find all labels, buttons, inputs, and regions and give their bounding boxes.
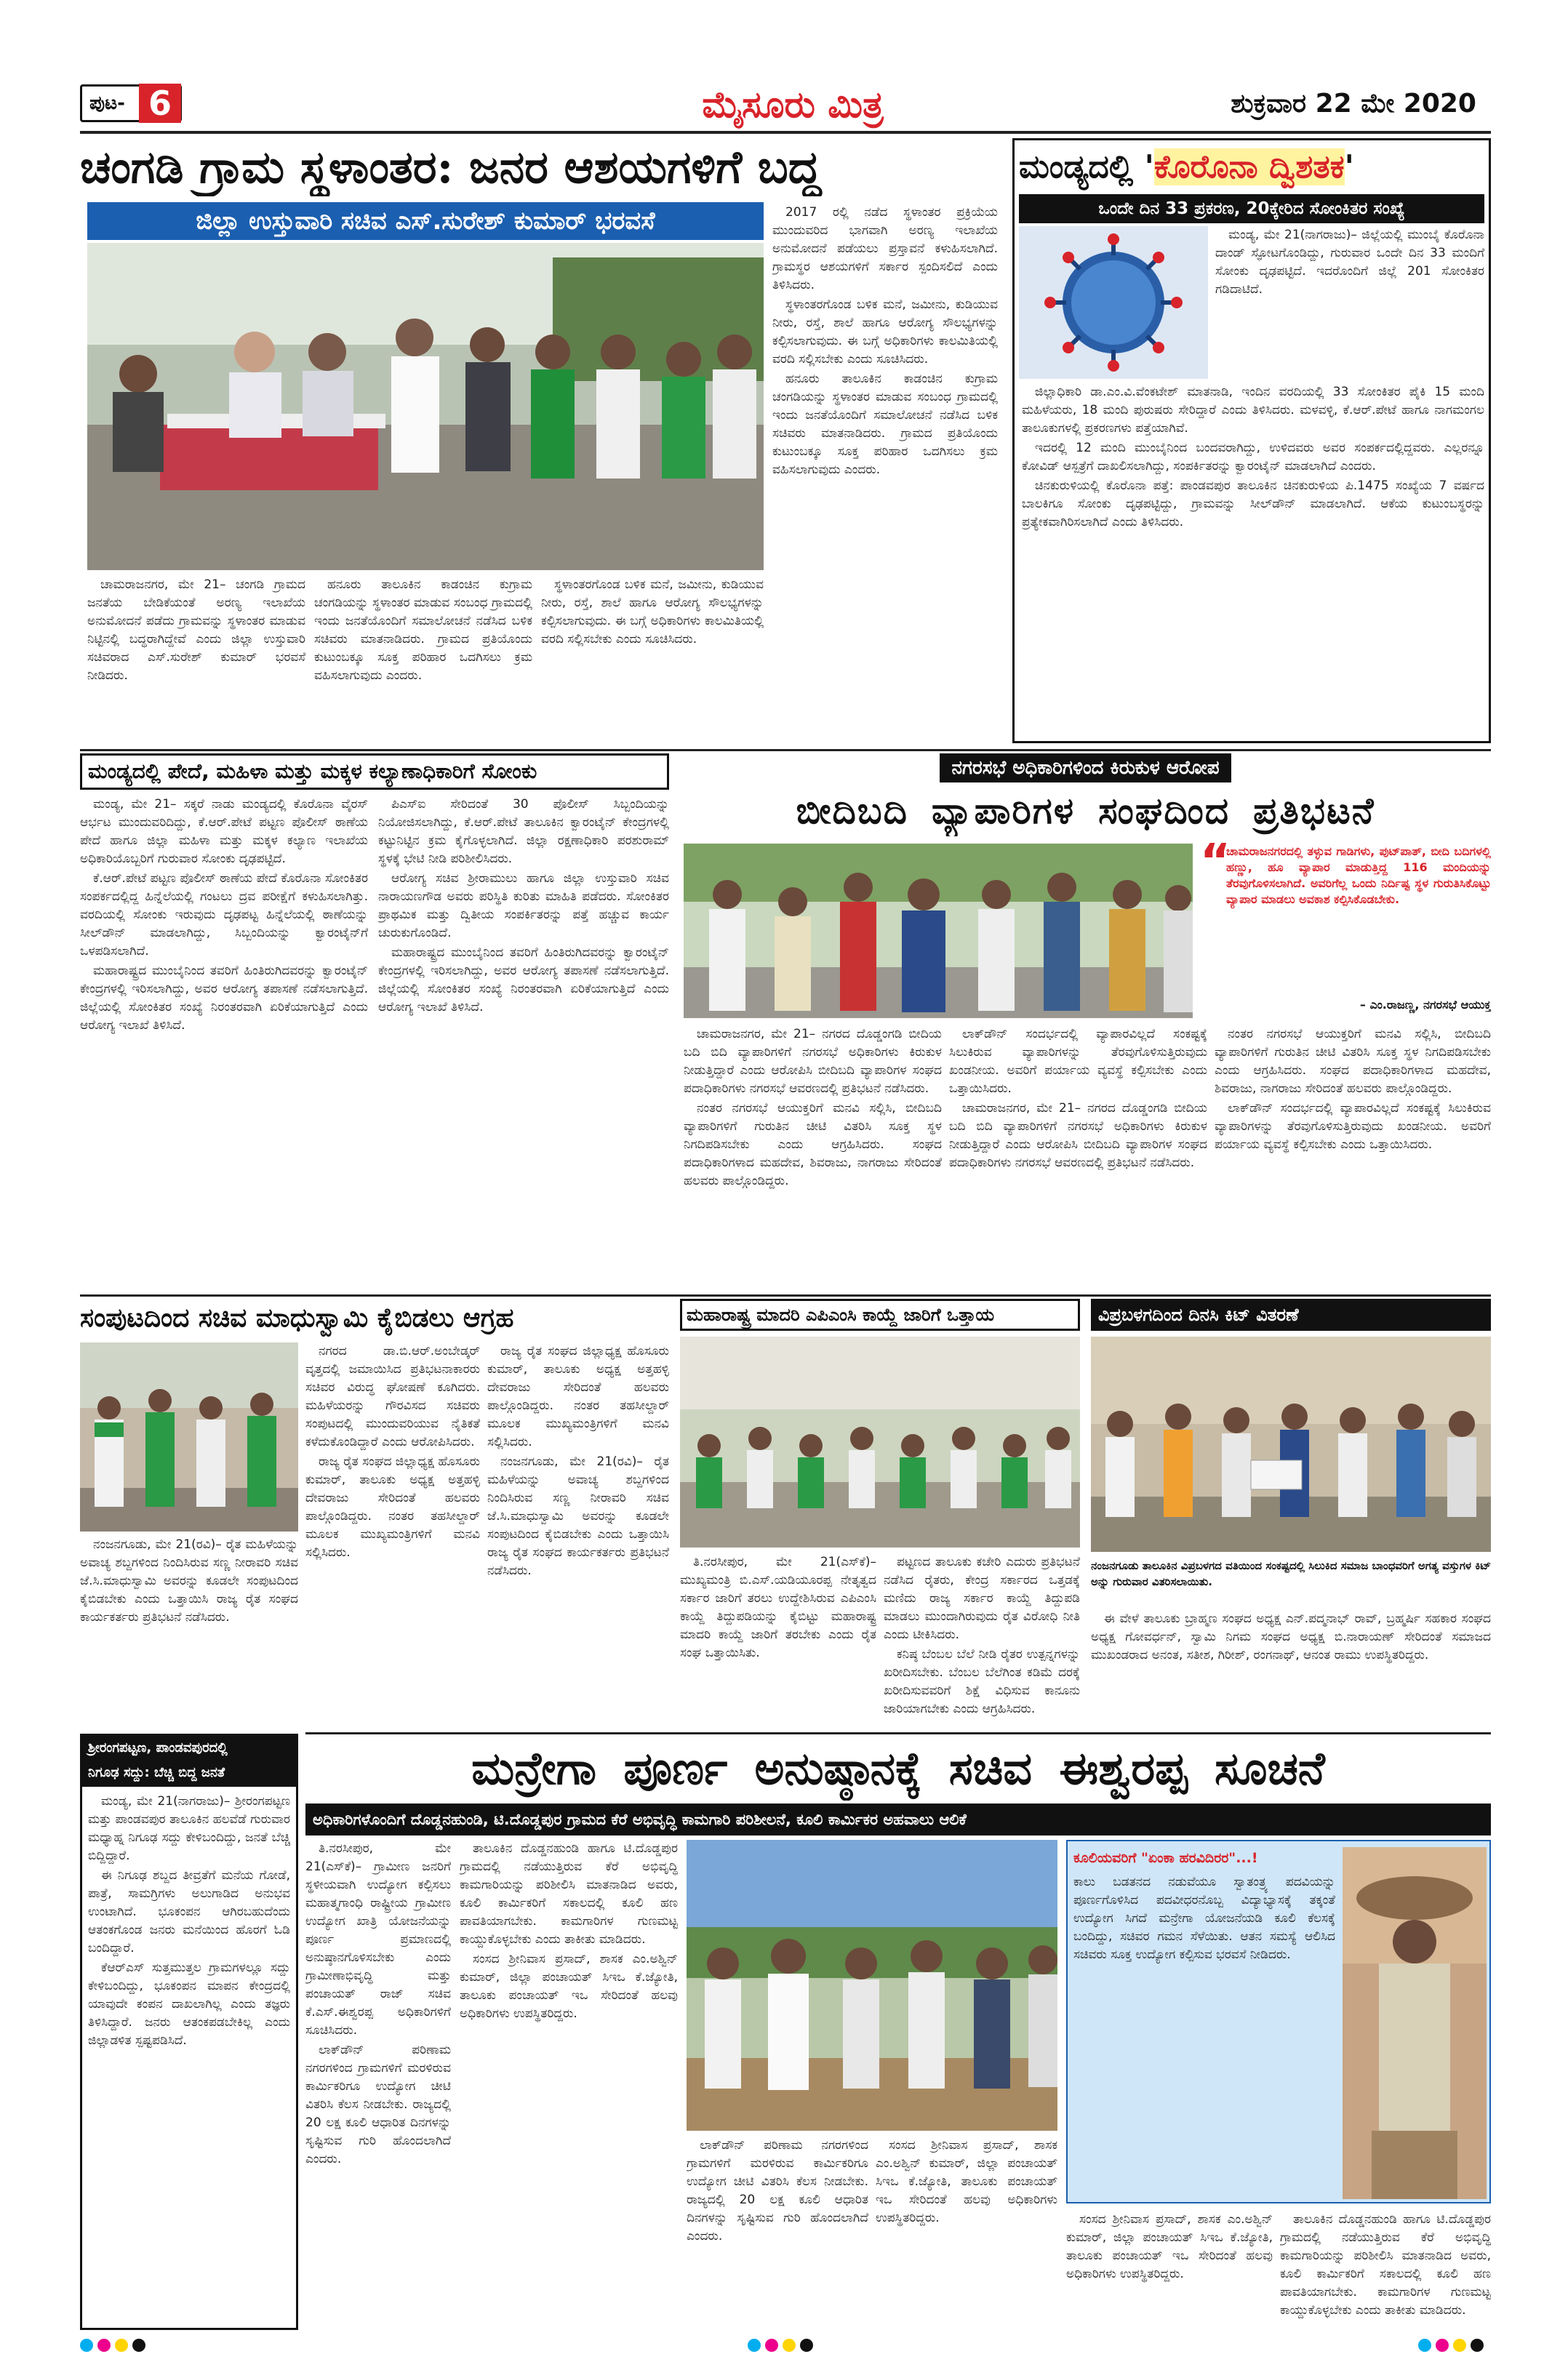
story1-subhead: ಜಿಲ್ಲಾ ಉಸ್ತುವಾರಿ ಸಚಿವ ಎಸ್.ಸುರೇಶ್ ಕುಮಾರ್ ಭರವಸೆ [87,202,764,240]
cyan-dot [1418,2339,1431,2352]
story6-body-col2 [884,1553,1080,1726]
cyan-dot [80,2339,93,2352]
meeting-photo-illustration [87,243,764,570]
story9-subhead: ಅಧಿಕಾರಿಗಳೊಂದಿಗೆ ದೊಡ್ಡನಹುಂಡಿ, ಟಿ.ದೊಡ್ಡಪುರ ಗ್ರಾಮದ ಕೆರೆ ಅಭಿವೃದ್ಧಿ ಕಾಮಗಾರಿ ಪರಿಶೀಲನೆ, ಕೂಲಿ ಕಾರ್ಮಿಕರ ಅಹವಾಲು ಆಲಿಕೆ [305,1803,1491,1835]
minister-inspection-illustration [687,1840,1057,2131]
story3-body-col2 [378,796,669,1290]
story4-body-col3 [1215,1025,1491,1287]
story6-photo [680,1337,1080,1548]
black-dot [1471,2339,1484,2352]
story5-body-col3 [487,1342,669,1726]
story8-headline-line2: ನಿಗೂಢ ಸದ್ದು: ಬೆಚ್ಚಿ ಬಿದ್ದ ಜನತೆ [88,1765,225,1780]
story2-paragraph: ಜಿಲ್ಲಾಧಿಕಾರಿ ಡಾ.ಎಂ.ವಿ.ವೆಂಕಟೇಶ್ ಮಾತನಾಡಿ, ಇಂದಿನ ವರದಿಯಲ್ಲಿ 33 ಸೋಂಕಿತರ ಪೈಕಿ 15 ಮಂದಿ ಮಹಿಳೆಯರು, 18 ಮಂದಿ ಪುರುಷರು ಸೇರಿದ್ದಾರೆ ಎಂದು ತಿಳಿಸಿದರು. ಮಳವಳ್ಳಿ, ಕೆ.ಆರ್.ಪೇಟೆ ಹಾಗೂ ನಾಗಮಂಗಲ ತಾಲೂಕುಗಳಲ್ಲಿ ಪ್ರಕರಣಗಳು ಪತ್ತೆಯಾಗಿವೆ. [1022,385,1484,436]
story9-headline: ಮನ್ರೇಗಾ ಪೂರ್ಣ ಅನುಷ್ಠಾನಕ್ಕೆ ಸಚಿವ ಈಶ್ವರಪ್ಪ ಸೂಚನೆ [471,1742,1325,1795]
worker-photo [1343,1847,1487,2199]
story3-headline: ಮಂಡ್ಯದಲ್ಲಿ ಪೇದೆ, ಮಹಿಳಾ ಮತ್ತು ಮಕ್ಕಳ ಕಲ್ಯಾಣಾಧಿಕಾರಿಗೆ ಸೋಂಕು [80,753,669,790]
story9-box-title: ಕೂಲಿಯವರಿಗೆ "ಏಂಕಾ ಹರವಿದಿರರ"...! [1073,1850,1258,1866]
story1-paragraph: ಸ್ಥಳಾಂತರಗೊಂಡ ಬಳಿಕ ಮನೆ, ಜಮೀನು, ಕುಡಿಯುವ ನೀರು, ರಸ್ತೆ, ಶಾಲೆ ಹಾಗೂ ಆರೋಗ್ಯ ಸೌಲಭ್ಯಗಳನ್ನು ಕಲ್ಪಿಸಲಾಗುವುದು. ಈ ಬಗ್ಗೆ ಅಧಿಕಾರಿಗಳು ಕಾಲಮಿತಿಯಲ್ಲಿ ವರದಿ ಸಲ್ಲಿಸಬೇಕು ಎಂದು ಸೂಚಿಸಿದರು. [772,297,998,367]
protest-photo-illustration [684,844,1193,1018]
registration-marks-left [80,2339,153,2353]
story9-paragraph: ಲಾಕ್‌ಡೌನ್ ಪರಿಣಾಮ ನಗರಗಳಿಂದ ಗ್ರಾಮಗಳಿಗೆ ಮರಳಿರುವ ಕಾರ್ಮಿಕರಿಗೂ ಉದ್ಯೋಗ ಚೀಟಿ ವಿತರಿಸಿ ಕೆಲಸ ನೀಡಬೇಕು. ರಾಜ್ಯದಲ್ಲಿ 20 ಲಕ್ಷ ಕೂಲಿ ಆಧಾರಿತ ದಿನಗಳನ್ನು ಸೃಷ್ಟಿಸುವ ಗುರಿ ಹೊಂದಲಾಗಿದೆ ಎಂದರು. [305,2043,451,2166]
story9-paragraph: ಸಂಸದ ಶ್ರೀನಿವಾಸ ಪ್ರಸಾದ್, ಶಾಸಕ ಎಂ.ಅಶ್ವಿನ್ ಕುಮಾರ್, ಜಿಲ್ಲಾ ಪಂಚಾಯತ್ ಸಿಇಒ ಕೆ.ಜ್ಯೋತಿ, ತಾಲೂಕು ಪಂಚಾಯತ್ ಇಒ ಸೇರಿದಂತೆ ಹಲವು ಅಧಿಕಾರಿಗಳು ಉಪಸ್ಥಿತರಿದ್ದರು. [876,2138,1057,2225]
story4-kicker: ನಗರಸಭೆ ಅಧಿಕಾರಿಗಳಿಂದ ಕಿರುಕುಳ ಆರೋಪ [680,753,1491,782]
story4-paragraph: ನಂತರ ನಗರಸಭೆ ಆಯುಕ್ತರಿಗೆ ಮನವಿ ಸಲ್ಲಿಸಿ, ಬೀದಿಬದಿ ವ್ಯಾಪಾರಿಗಳಿಗೆ ಗುರುತಿನ ಚೀಟಿ ವಿತರಿಸಿ ಸೂಕ್ತ ಸ್ಥಳ ನಿಗದಿಪಡಿಸಬೇಕು ಎಂದು ಆಗ್ರಹಿಸಿದರು. ಸಂಘದ ಪದಾಧಿಕಾರಿಗಳಾದ ಮಹದೇವ, ಶಿವರಾಜು, ನಾಗರಾಜು ಸೇರಿದಂತೆ ಹಲವರು ಪಾಲ್ಗೊಂಡಿದ್ದರು. [684,1101,942,1188]
story1-paragraph: ಹನೂರು ತಾಲೂಕಿನ ಕಾಡಂಚಿನ ಕುಗ್ರಾಮ ಚಂಗಡಿಯನ್ನು ಸ್ಥಳಾಂತರ ಮಾಡುವ ಸಂಬಂಧ ಗ್ರಾಮದಲ್ಲಿ ಇಂದು ಜನತೆಯೊಂದಿಗೆ ಸಮಾಲೋಚನೆ ನಡೆಸಿದ ಬಳಿಕ ಸಚಿವರು ಮಾತನಾಡಿದರು. ಗ್ರಾಮದ ಪ್ರತಿಯೊಂದು ಕುಟುಂಬಕ್ಕೂ ಸೂಕ್ತ ಪರಿಹಾರ ಒದಗಿಸಲು ಕ್ರಮ ವಹಿಸಲಾಗುವುದು ಎಂದರು. [314,577,532,683]
story7-photo [1091,1337,1491,1552]
masthead-rule [80,131,1491,134]
story4-quote-box [1200,835,1491,1018]
story4-quote-author: – ಎಂ.ರಾಜಣ್ಣ, ನಗರಸಭೆ ಆಯುಕ್ತ [1359,998,1491,1012]
section-rule-2 [80,1294,1491,1297]
story4-paragraph: ಲಾಕ್‌ಡೌನ್ ಸಂದರ್ಭದಲ್ಲಿ ವ್ಯಾಪಾರವಿಲ್ಲದೆ ಸಂಕಷ್ಟಕ್ಕೆ ಸಿಲುಕಿರುವ ವ್ಯಾಪಾರಿಗಳನ್ನು ತೆರವುಗೊಳಿಸುತ್ತಿರುವುದು ಖಂಡನೀಯ. ಅವರಿಗೆ ಪರ್ಯಾಯ ವ್ಯವಸ್ಥೆ ಕಲ್ಪಿಸಬೇಕು ಎಂದು ಒತ್ತಾಯಿಸಿದರು. [949,1027,1207,1096]
story9-paragraph: ತಾಲೂಕಿನ ದೊಡ್ಡನಹುಂಡಿ ಹಾಗೂ ಟಿ.ದೊಡ್ಡಪುರ ಗ್ರಾಮದಲ್ಲಿ ನಡೆಯುತ್ತಿರುವ ಕೆರೆ ಅಭಿವೃದ್ಧಿ ಕಾಮಗಾರಿಯನ್ನು ಪರಿಶೀಲಿಸಿ ಮಾತನಾಡಿದ ಅವರು, ಕೂಲಿ ಕಾರ್ಮಿಕರಿಗೆ ಸಕಾಲದಲ್ಲಿ ಕೂಲಿ ಹಣ ಪಾವತಿಯಾಗಬೇಕು. ಕಾಮಗಾರಿಗಳ ಗುಣಮಟ್ಟ ಕಾಯ್ದುಕೊಳ್ಳಬೇಕು ಎಂದು ತಾಕೀತು ಮಾಡಿದರು. [460,1841,678,1947]
magenta-dot [97,2339,111,2352]
story5-paragraph: ನಂಜನಗೂಡು, ಮೇ 21(ರವಿ)– ರೈತ ಮಹಿಳೆಯನ್ನು ಅವಾಚ್ಯ ಶಬ್ದಗಳಿಂದ ನಿಂದಿಸಿರುವ ಸಣ್ಣ ನೀರಾವರಿ ಸಚಿವ ಜೆ.ಸಿ.ಮಾಧುಸ್ವಾಮಿ ಅವರನ್ನು ಕೂಡಲೇ ಸಂಪುಟದಿಂದ ಕೈಬಿಡಬೇಕು ಎಂದು ಒತ್ತಾಯಿಸಿ ರಾಜ್ಯ ರೈತ ಸಂಘದ ಕಾರ್ಯಕರ್ತರು ಪ್ರತಿಭಟನೆ ನಡೆಸಿದರು. [80,1537,298,1625]
story3-paragraph: ಮಹಾರಾಷ್ಟ್ರದ ಮುಂಬೈನಿಂದ ತವರಿಗೆ ಹಿಂತಿರುಗಿದವರನ್ನು ಕ್ವಾರಂಟೈನ್ ಕೇಂದ್ರಗಳಲ್ಲಿ ಇರಿಸಲಾಗಿದ್ದು, ಅವರ ಆರೋಗ್ಯ ತಪಾಸಣೆ ನಡೆಸಲಾಗುತ್ತಿದೆ. ಜಿಲ್ಲೆಯಲ್ಲಿ ಸೋಂಕಿತರ ಸಂಖ್ಯೆ ನಿರಂತರವಾಗಿ ಏರಿಕೆಯಾಗುತ್ತಿದೆ ಎಂದು ಆರೋಗ್ಯ ಇಲಾಖೆ ತಿಳಿಸಿದೆ. [80,964,368,1033]
issue-date: ಶುಕ್ರವಾರ 22 ಮೇ 2020 [1231,89,1476,119]
story7-body [1091,1610,1491,1726]
story7-headline: ವಿಪ್ರಬಳಗದಿಂದ ದಿನಸಿ ಕಿಟ್ ವಿತರಣೆ [1091,1299,1491,1331]
story9-paragraph: ಸಂಸದ ಶ್ರೀನಿವಾಸ ಪ್ರಸಾದ್, ಶಾಸಕ ಎಂ.ಅಶ್ವಿನ್ ಕುಮಾರ್, ಜಿಲ್ಲಾ ಪಂಚಾಯತ್ ಸಿಇಒ ಕೆ.ಜ್ಯೋತಿ, ತಾಲೂಕು ಪಂಚಾಯತ್ ಇಒ ಸೇರಿದಂತೆ ಹಲವು ಅಧಿಕಾರಿಗಳು ಉಪಸ್ಥಿತರಿದ್ದರು. [1066,2212,1273,2281]
story9-paragraph: ತಿ.ನರಸೀಪುರ, ಮೇ 21(ಎಸ್‌ಕೆ)– ಗ್ರಾಮೀಣ ಜನರಿಗೆ ಸ್ಥಳೀಯವಾಗಿ ಉದ್ಯೋಗ ಕಲ್ಪಿಸಲು ಮಹಾತ್ಮಗಾಂಧಿ ರಾಷ್ಟ್ರೀಯ ಗ್ರಾಮೀಣ ಉದ್ಯೋಗ ಖಾತ್ರಿ ಯೋಜನೆಯನ್ನು ಪೂರ್ಣ ಪ್ರಮಾಣದಲ್ಲಿ ಅನುಷ್ಠಾನಗೊಳಿಸಬೇಕು ಎಂದು ಗ್ರಾಮೀಣಾಭಿವೃದ್ಧಿ ಮತ್ತು ಪಂಚಾಯತ್ ರಾಜ್ ಸಚಿವ ಕೆ.ಎಸ್.ಈಶ್ವರಪ್ಪ ಅಧಿಕಾರಿಗಳಿಗೆ ಸೂಚಿಸಿದರು. [305,1841,451,2038]
story9-photo [687,1840,1057,2131]
story9-body-col4 [876,2137,1057,2330]
story6-headline: ಮಹಾರಾಷ್ಟ್ರ ಮಾದರಿ ಎಪಿಎಂಸಿ ಕಾಯ್ದೆ ಜಾರಿಗೆ ಒತ್ತಾಯ [680,1299,1080,1331]
story4-quote: ಚಾಮರಾಜನಗರದಲ್ಲಿ ತಳ್ಳುವ ಗಾಡಿಗಳು, ಪುಟ್‌ಪಾತ್, ಬೀದಿ ಬದಿಗಳಲ್ಲಿ ಹಣ್ಣು, ಹೂ ವ್ಯಾಪಾರ ಮಾಡುತ್ತಿದ್ದ 116 ಮಂದಿಯನ್ನು ತೆರವುಗೊಳಿಸಲಾಗಿದೆ. ಅವರಿಗೆಲ್ಲ ಒಂದು ನಿರ್ದಿಷ್ಟ ಸ್ಥಳ ಗುರುತಿಸಿಕೊಟ್ಟು ವ್ಯಾಪಾರ ಮಾಡಲು ಅವಕಾಶ ಕಲ್ಪಿಸಿಕೊಡಬೇಕು. [1226,844,1491,906]
story4-photo [684,844,1193,1018]
page-label: ಪುಟ- [89,92,125,114]
story9-paragraph: ಲಾಕ್‌ಡೌನ್ ಪರಿಣಾಮ ನಗರಗಳಿಂದ ಗ್ರಾಮಗಳಿಗೆ ಮರಳಿರುವ ಕಾರ್ಮಿಕರಿಗೂ ಉದ್ಯೋಗ ಚೀಟಿ ವಿತರಿಸಿ ಕೆಲಸ ನೀಡಬೇಕು. ರಾಜ್ಯದಲ್ಲಿ 20 ಲಕ್ಷ ಕೂಲಿ ಆಧಾರಿತ ದಿನಗಳನ್ನು ಸೃಷ್ಟಿಸುವ ಗುರಿ ಹೊಂದಲಾಗಿದೆ ಎಂದರು. [687,2138,868,2243]
story5-paragraph: ನಂಜನಗೂಡು, ಮೇ 21(ರವಿ)– ರೈತ ಮಹಿಳೆಯನ್ನು ಅವಾಚ್ಯ ಶಬ್ದಗಳಿಂದ ನಿಂದಿಸಿರುವ ಸಣ್ಣ ನೀರಾವರಿ ಸಚಿವ ಜೆ.ಸಿ.ಮಾಧುಸ್ವಾಮಿ ಅವರನ್ನು ಕೂಡಲೇ ಸಂಪುಟದಿಂದ ಕೈಬಿಡಬೇಕು ಎಂದು ಒತ್ತಾಯಿಸಿ ರಾಜ್ಯ ರೈತ ಸಂಘದ ಕಾರ್ಯಕರ್ತರು ಪ್ರತಿಭಟನೆ ನಡೆಸಿದರು. [487,1454,669,1578]
story4-paragraph: ಚಾಮರಾಜನಗರ, ಮೇ 21– ನಗರದ ದೊಡ್ಡಂಗಡಿ ಬೀದಿಯ ಬದಿ ಬಿದಿ ವ್ಯಾಪಾರಿಗಳಿಗೆ ನಗರಸಭೆ ಅಧಿಕಾರಿಗಳು ಕಿರುಕುಳ ನೀಡುತ್ತಿದ್ದಾರೆ ಎಂದು ಆರೋಪಿಸಿ ಬೀದಿಬದಿ ವ್ಯಾಪಾರಿಗಳ ಸಂಘದ ಪದಾಧಿಕಾರಿಗಳು ನಗರಸಭೆ ಆವರಣದಲ್ಲಿ ಪ್ರತಿಭಟನೆ ನಡೆಸಿದರು. [949,1101,1207,1170]
apmc-protest-illustration [680,1337,1080,1548]
story6-paragraph: ತಿ.ನರಸೀಪುರ, ಮೇ 21(ಎಸ್‌ಕೆ)– ಮುಖ್ಯಮಂತ್ರಿ ಬಿ.ಎಸ್.ಯಡಿಯೂರಪ್ಪ ನೇತೃತ್ವದ ಸರ್ಕಾರ ಜಾರಿಗೆ ತರಲು ಉದ್ದೇಶಿಸಿರುವ ಎಪಿಎಂಸಿ ಕಾಯ್ದೆ ತಿದ್ದುಪಡಿಯನ್ನು ಕೈಬಿಟ್ಟು ಮಹಾರಾಷ್ಟ್ರ ಮಾದರಿ ಕಾಯ್ದೆ ಜಾರಿಗೆ ತರಬೇಕು ಎಂದು ರೈತ ಸಂಘ ಒತ್ತಾಯಿಸಿತು. [680,1555,876,1660]
story9-body-col6 [1280,2211,1491,2330]
story5-paragraph: ನಗರದ ಡಾ.ಬಿ.ಆರ್.ಅಂಬೇಡ್ಕರ್ ವೃತ್ತದಲ್ಲಿ ಜಮಾಯಿಸಿದ ಪ್ರತಿಭಟನಾಕಾರರು ಸಚಿವರ ವಿರುದ್ಧ ಘೋಷಣೆ ಕೂಗಿದರು. ಮಹಿಳೆಯರನ್ನು ಗೌರವಿಸದ ಸಚಿವರು ಸಂಪುಟದಲ್ಲಿ ಮುಂದುವರಿಯುವ ನೈತಿಕತೆ ಕಳೆದುಕೊಂಡಿದ್ದಾರೆ ಎಂದು ಆರೋಪಿಸಿದರು. [305,1344,480,1449]
story2-paragraph: ಮಂಡ್ಯ, ಮೇ 21(ನಾಗರಾಜು)– ಜಿಲ್ಲೆಯಲ್ಲಿ ಮುಂಬೈ ಕೊರೊನಾ ದಾಂಡ್ ಸ್ಫೋಟಗೊಂಡಿದ್ದು, ಗುರುವಾರ ಒಂದೇ ದಿನ 33 ಮಂದಿಗೆ ಸೋಂಕು ದೃಢಪಟ್ಟಿದೆ. ಇದರೊಂದಿಗೆ ಜಿಲ್ಲೆ 201 ಸೋಂಕಿತರ ಗಡಿದಾಟಿದೆ. [1215,228,1484,297]
story3-body-col1 [80,796,368,1290]
story4-body-col1 [684,1025,942,1287]
story2-paragraph: ಇದರಲ್ಲಿ 12 ಮಂದಿ ಮುಂಬೈನಿಂದ ಬಂದವರಾಗಿದ್ದು, ಉಳಿದವರು ಅವರ ಸಂಪರ್ಕದಲ್ಲಿದ್ದವರು. ಎಲ್ಲರನ್ನೂ ಕೋವಿಡ್ ಆಸ್ಪತ್ರೆಗೆ ದಾಖಲಿಸಲಾಗಿದ್ದು, ಸಂಪರ್ಕಿತರನ್ನು ಕ್ವಾರಂಟೈನ್ ಮಾಡಲಾಗಿದೆ ಎಂದರು. [1022,441,1484,473]
worker-illustration [1343,1847,1487,2199]
story3-paragraph: ಆರೋಗ್ಯ ಸಚಿವ ಶ್ರೀರಾಮುಲು ಹಾಗೂ ಜಿಲ್ಲಾ ಉಸ್ತುವಾರಿ ಸಚಿವ ನಾರಾಯಣಗೌಡ ಅವರು ಪರಿಸ್ಥಿತಿ ಕುರಿತು ಮಾಹಿತಿ ಪಡೆದರು. ಸೋಂಕಿತರ ಪ್ರಾಥಮಿಕ ಮತ್ತು ದ್ವಿತೀಯ ಸಂಪರ್ಕಿತರನ್ನು ಪತ್ತೆ ಹಚ್ಚುವ ಕಾರ್ಯ ಚುರುಕುಗೊಂಡಿದೆ. [378,871,669,940]
story5-photo [80,1342,298,1532]
story1-photo [87,243,764,570]
registration-marks-center [748,2339,820,2353]
story8-headline [82,1736,296,1787]
story1-paragraph: ಚಾಮರಾಜನಗರ, ಮೇ 21– ಚಂಗಡಿ ಗ್ರಾಮದ ಜನತೆಯ ಬೇಡಿಕೆಯಂತೆ ಅರಣ್ಯ ಇಲಾಖೆಯ ಅನುಮೋದನೆ ಪಡೆದು ಗ್ರಾಮವನ್ನು ಸ್ಥಳಾಂತರ ಮಾಡುವ ನಿಟ್ಟಿನಲ್ಲಿ ಬದ್ಧರಾಗಿದ್ದೇವೆ ಎಂದು ಜಿಲ್ಲಾ ಉಸ್ತುವಾರಿ ಸಚಿವರಾದ ಎಸ್.ಸುರೇಶ್ ಕುಮಾರ್ ಭರವಸೆ ನೀಡಿದರು. [87,577,305,683]
story3-paragraph: ಕೆ.ಆರ್.ಪೇಟೆ ಪಟ್ಟಣ ಪೊಲೀಸ್ ಠಾಣೆಯ ಪೇದೆ ಕೊರೊನಾ ಸೋಂಕಿತರ ಸಂಪರ್ಕದಲ್ಲಿದ್ದ ಹಿನ್ನೆಲೆಯಲ್ಲಿ ಗಂಟಲು ದ್ರವ ಪರೀಕ್ಷೆಗೆ ಕಳುಹಿಸಲಾಗಿತ್ತು. ವರದಿಯಲ್ಲಿ ಸೋಂಕು ಇರುವುದು ದೃಢಪಟ್ಟ ಹಿನ್ನೆಲೆಯಲ್ಲಿ ಠಾಣೆಯನ್ನು ಸೀಲ್‌ಡೌನ್ ಮಾಡಲಾಗಿದ್ದು, ಸಿಬ್ಬಂದಿಯನ್ನು ಕ್ವಾರಂಟೈನ್‌ಗೆ ಒಳಪಡಿಸಲಾಗಿದೆ. [80,871,368,958]
yellow-dot [1453,2339,1466,2352]
story9-body-col5 [1066,2211,1273,2330]
story2-headline: ಮಂಡ್ಯದಲ್ಲಿ 'ಕೊರೊನಾ ದ್ವಿಶತಕ' [1019,148,1354,185]
story8-paragraph: ಮಂಡ್ಯ, ಮೇ 21(ನಾಗರಾಜು)– ಶ್ರೀರಂಗಪಟ್ಟಣ ಮತ್ತು ಪಾಂಡವಪುರ ತಾಲೂಕಿನ ಹಲವೆಡೆ ಗುರುವಾರ ಮಧ್ಯಾಹ್ನ ನಿಗೂಢ ಸದ್ದು ಕೇಳಿಬಂದಿದ್ದು, ಜನತೆ ಬೆಚ್ಚಿ ಬಿದ್ದಿದ್ದಾರೆ. [88,1794,290,1863]
quote-mark-icon: “ [1200,835,1231,889]
story5-paragraph: ರಾಜ್ಯ ರೈತ ಸಂಘದ ಜಿಲ್ಲಾಧ್ಯಕ್ಷ ಹೊಸೂರು ಕುಮಾರ್, ತಾಲೂಕು ಅಧ್ಯಕ್ಷ ಅತ್ತಹಳ್ಳಿ ದೇವರಾಜು ಸೇರಿದಂತೆ ಹಲವರು ಪಾಲ್ಗೊಂಡಿದ್ದರು. ನಂತರ ತಹಸೀಲ್ದಾರ್ ಮೂಲಕ ಮುಖ್ಯಮಂತ್ರಿಗಳಿಗೆ ಮನವಿ ಸಲ್ಲಿಸಿದರು. [305,1454,480,1560]
story1-body-col2 [314,576,532,743]
cyan-dot [748,2339,761,2352]
masthead [80,80,1491,131]
story9-body-col2 [460,1840,678,2330]
story7-caption: ನಂಜನಗೂಡು ತಾಲೂಕಿನ ವಿಪ್ರಬಳಗದ ವತಿಯಿಂದ ಸಂಕಷ್ಟದಲ್ಲಿ ಸಿಲುಕಿದ ಸಮಾಜ ಬಾಂಧವರಿಗೆ ಅಗತ್ಯ ವಸ್ತುಗಳ ಕಿಟ್ ಅನ್ನು ಗುರುವಾರ ವಿತರಿಸಲಾಯಿತು. [1091,1559,1491,1588]
story4-paragraph: ನಂತರ ನಗರಸಭೆ ಆಯುಕ್ತರಿಗೆ ಮನವಿ ಸಲ್ಲಿಸಿ, ಬೀದಿಬದಿ ವ್ಯಾಪಾರಿಗಳಿಗೆ ಗುರುತಿನ ಚೀಟಿ ವಿತರಿಸಿ ಸೂಕ್ತ ಸ್ಥಳ ನಿಗದಿಪಡಿಸಬೇಕು ಎಂದು ಆಗ್ರಹಿಸಿದರು. ಸಂಘದ ಪದಾಧಿಕಾರಿಗಳಾದ ಮಹದೇವ, ಶಿವರಾಜು, ನಾಗರಾಜು ಸೇರಿದಂತೆ ಹಲವರು ಪಾಲ್ಗೊಂಡಿದ್ದರು. [1215,1027,1491,1096]
story1-headline: ಚಂಗಡಿ ಗ್ರಾಮ ಸ್ಥಳಾಂತರ: ಜನರ ಆಶಯಗಳಿಗೆ ಬದ್ಧ [80,140,821,193]
paper-name: ಮೈಸೂರು ಮಿತ್ರ [702,83,884,126]
story8-headline-line1: ಶ್ರೀರಂಗಪಟ್ಟಣ, ಪಾಂಡವಪುರದಲ್ಲಿ [88,1740,228,1756]
story1-paragraph: 2017 ರಲ್ಲಿ ನಡೆದ ಸ್ಥಳಾಂತರ ಪ್ರಕ್ರಿಯೆಯ ಮುಂದುವರಿದ ಭಾಗವಾಗಿ ಅರಣ್ಯ ಇಲಾಖೆಯ ಅನುಮೋದನೆ ಪಡೆಯಲು ಪ್ರಸ್ತಾವನೆ ಕಳುಹಿಸಲಾಗಿದೆ. ಗ್ರಾಮಸ್ಥರ ಆಶಯಗಳಿಗೆ ಸರ್ಕಾರ ಸ್ಪಂದಿಸಲಿದೆ ಎಂದು ತಿಳಿಸಿದರು. [772,205,998,292]
story5-body-col2 [305,1342,480,1726]
story2-subhead: ಒಂದೇ ದಿನ 33 ಪ್ರಕರಣ, 20ಕ್ಕೇರಿದ ಸೋಂಕಿತರ ಸಂಖ್ಯೆ [1019,194,1484,223]
section-rule-3 [305,1732,1491,1734]
story4-paragraph: ಲಾಕ್‌ಡೌನ್ ಸಂದರ್ಭದಲ್ಲಿ ವ್ಯಾಪಾರವಿಲ್ಲದೆ ಸಂಕಷ್ಟಕ್ಕೆ ಸಿಲುಕಿರುವ ವ್ಯಾಪಾರಿಗಳನ್ನು ತೆರವುಗೊಳಿಸುತ್ತಿರುವುದು ಖಂಡನೀಯ. ಅವರಿಗೆ ಪರ್ಯಾಯ ವ್ಯವಸ್ಥೆ ಕಲ್ಪಿಸಬೇಕು ಎಂದು ಒತ್ತಾಯಿಸಿದರು. [1215,1101,1491,1152]
story9-body-col3 [687,2137,868,2330]
story2-body-right [1215,226,1484,379]
kit-distribution-illustration [1091,1337,1491,1552]
magenta-dot [765,2339,778,2352]
story8-paragraph: ಈ ನಿಗೂಢ ಶಬ್ದದ ತೀವ್ರತೆಗೆ ಮನೆಯ ಗೋಡೆ, ಪಾತ್ರೆ, ಸಾಮಗ್ರಿಗಳು ಅಲುಗಾಡಿದ ಅನುಭವ ಉಂಟಾಗಿದೆ. ಭೂಕಂಪನ ಆಗಿರಬಹುದೆಂದು ಆತಂಕಗೊಂಡ ಜನರು ಮನೆಯಿಂದ ಹೊರಗೆ ಓಡಿ ಬಂದಿದ್ದಾರೆ. [88,1868,290,1955]
yellow-dot [783,2339,796,2352]
story5-body-col1 [80,1536,298,1726]
black-dot [132,2339,145,2352]
story5-paragraph: ರಾಜ್ಯ ರೈತ ಸಂಘದ ಜಿಲ್ಲಾಧ್ಯಕ್ಷ ಹೊಸೂರು ಕುಮಾರ್, ತಾಲೂಕು ಅಧ್ಯಕ್ಷ ಅತ್ತಹಳ್ಳಿ ದೇವರಾಜು ಸೇರಿದಂತೆ ಹಲವರು ಪಾಲ್ಗೊಂಡಿದ್ದರು. ನಂತರ ತಹಸೀಲ್ದಾರ್ ಮೂಲಕ ಮುಖ್ಯಮಂತ್ರಿಗಳಿಗೆ ಮನವಿ ಸಲ್ಲಿಸಿದರು. [487,1344,669,1449]
section-rule-1 [80,749,1491,751]
farmers-protest-illustration [80,1342,298,1532]
story1-paragraph: ಸ್ಥಳಾಂತರಗೊಂಡ ಬಳಿಕ ಮನೆ, ಜಮೀನು, ಕುಡಿಯುವ ನೀರು, ರಸ್ತೆ, ಶಾಲೆ ಹಾಗೂ ಆರೋಗ್ಯ ಸೌಲಭ್ಯಗಳನ್ನು ಕಲ್ಪಿಸಲಾಗುವುದು. ಈ ಬಗ್ಗೆ ಅಧಿಕಾರಿಗಳು ಕಾಲಮಿತಿಯಲ್ಲಿ ವರದಿ ಸಲ್ಲಿಸಬೇಕು ಎಂದು ಸೂಚಿಸಿದರು. [541,577,764,646]
story8-paragraph: ಕೆಆರ್‌ಎಸ್ ಸುತ್ತಮುತ್ತಲ ಗ್ರಾಮಗಳಲ್ಲೂ ಸದ್ದು ಕೇಳಿಬಂದಿದ್ದು, ಭೂಕಂಪನ ಮಾಪನ ಕೇಂದ್ರದಲ್ಲಿ ಯಾವುದೇ ಕಂಪನ ದಾಖಲಾಗಿಲ್ಲ ಎಂದು ತಜ್ಞರು ತಿಳಿಸಿದ್ದಾರೆ. ಜನರು ಆತಂಕಪಡಬೇಕಿಲ್ಲ ಎಂದು ಜಿಲ್ಲಾಡಳಿತ ಸ್ಪಷ್ಟಪಡಿಸಿದೆ. [88,1961,290,2048]
story8-body [88,1793,290,2323]
story2-headline-highlight: ಕೊರೊನಾ ದ್ವಿಶತಕ [1153,148,1345,185]
registration-marks-right [1418,2339,1491,2353]
story9-paragraph: ಸಂಸದ ಶ್ರೀನಿವಾಸ ಪ್ರಸಾದ್, ಶಾಸಕ ಎಂ.ಅಶ್ವಿನ್ ಕುಮಾರ್, ಜಿಲ್ಲಾ ಪಂಚಾಯತ್ ಸಿಇಒ ಕೆ.ಜ್ಯೋತಿ, ತಾಲೂಕು ಪಂಚಾಯತ್ ಇಒ ಸೇರಿದಂತೆ ಹಲವು ಅಧಿಕಾರಿಗಳು ಉಪಸ್ಥಿತರಿದ್ದರು. [460,1952,678,2021]
story4-headline: ಬೀದಿಬದಿ ವ್ಯಾಪಾರಿಗಳ ಸಂಘದಿಂದ ಪ್ರತಿಭಟನೆ [796,790,1375,832]
virus-image [1019,226,1208,379]
story5-headline: ಸಂಪುಟದಿಂದ ಸಚಿವ ಮಾಧುಸ್ವಾಮಿ ಕೈಬಿಡಲು ಆಗ್ರಹ [80,1303,514,1333]
story1-body-col3 [541,576,764,743]
magenta-dot [1436,2339,1449,2352]
story2-paragraph: ಚಿನಕುರುಳಿಯಲ್ಲಿ ಕೊರೊನಾ ಪತ್ತೆ: ಪಾಂಡವಪುರ ತಾಲೂಕಿನ ಚಿನಕುರುಳಿಯ ಪಿ.1475 ಸಂಖ್ಯೆಯ 7 ವರ್ಷದ ಬಾಲಕಿಗೂ ಸೋಂಕು ದೃಢಪಟ್ಟಿದ್ದು, ಗ್ರಾಮವನ್ನು ಸೀಲ್‌ಡೌನ್ ಮಾಡಲಾಗಿದೆ. ಆಕೆಯ ಕುಟುಂಬಸ್ಥರನ್ನು ಪ್ರತ್ಯೇಕವಾಗಿರಿಸಲಾಗಿದೆ ಎಂದು ತಿಳಿಸಿದರು. [1022,479,1484,529]
black-dot [800,2339,813,2352]
story4-body-col2 [949,1025,1207,1287]
virus-icon [1019,226,1208,379]
story9-box-body: ಕಾಲು ಬಡತನದ ನಡುವೆಯೂ ಸ್ವಾತಂತ್ರ್ಯ ಪದವಿಯನ್ನು ಪೂರ್ಣಗೊಳಿಸಿದ ಪದವೀಧರನೊಬ್ಬ ವಿದ್ಯಾಭ್ಯಾಸಕ್ಕೆ ತಕ್ಕಂತೆ ಉದ್ಯೋಗ ಸಿಗದೆ ಮನ್ರೇಗಾ ಯೋಜನೆಯಡಿ ಕೂಲಿ ಕೆಲಸಕ್ಕೆ ಬಂದಿದ್ದು, ಸಚಿವರ ಗಮನ ಸೆಳೆಯಿತು. ಆತನ ಸಮಸ್ಯೆ ಆಲಿಸಿದ ಸಚಿವರು ಸೂಕ್ತ ಉದ್ಯೋಗ ಕಲ್ಪಿಸುವ ಭರವಸೆ ನೀಡಿದರು. [1073,1875,1335,1962]
page-label-badge [80,84,182,122]
story3-paragraph: ಪಿಎಸ್ಐ ಸೇರಿದಂತೆ 30 ಪೊಲೀಸ್ ಸಿಬ್ಬಂದಿಯನ್ನು ನಿಯೋಜಿಸಲಾಗಿದ್ದು, ಕೆ.ಆರ್.ಪೇಟೆ ತಾಲೂಕಿನ ಕ್ವಾರಂಟೈನ್ ಕೇಂದ್ರಗಳಲ್ಲಿ ಕಟ್ಟುನಿಟ್ಟಿನ ಕ್ರಮ ಕೈಗೊಳ್ಳಲಾಗಿದೆ. ಜಿಲ್ಲಾ ರಕ್ಷಣಾಧಿಕಾರಿ ಪರಶುರಾಮ್ ಸ್ಥಳಕ್ಕೆ ಭೇಟಿ ನೀಡಿ ಪರಿಶೀಲಿಸಿದರು. [378,797,669,866]
story1-body-col1 [87,576,305,743]
story1-paragraph: ಹನೂರು ತಾಲೂಕಿನ ಕಾಡಂಚಿನ ಕುಗ್ರಾಮ ಚಂಗಡಿಯನ್ನು ಸ್ಥಳಾಂತರ ಮಾಡುವ ಸಂಬಂಧ ಗ್ರಾಮದಲ್ಲಿ ಇಂದು ಜನತೆಯೊಂದಿಗೆ ಸಮಾಲೋಚನೆ ನಡೆಸಿದ ಬಳಿಕ ಸಚಿವರು ಮಾತನಾಡಿದರು. ಗ್ರಾಮದ ಪ್ರತಿಯೊಂದು ಕುಟುಂಬಕ್ಕೂ ಸೂಕ್ತ ಪರಿಹಾರ ಒದಗಿಸಲು ಕ್ರಮ ವಹಿಸಲಾಗುವುದು ಎಂದರು. [772,372,998,477]
story6-paragraph: ಕನಿಷ್ಠ ಬೆಂಬಲ ಬೆಲೆ ನೀಡಿ ರೈತರ ಉತ್ಪನ್ನಗಳನ್ನು ಖರೀದಿಸಬೇಕು. ಬೆಂಬಲ ಬೆಲೆಗಿಂತ ಕಡಿಮೆ ದರಕ್ಕೆ ಖರೀದಿಸುವವರಿಗೆ ಶಿಕ್ಷೆ ವಿಧಿಸುವ ಕಾನೂನು ಜಾರಿಯಾಗಬೇಕು ಎಂದು ಆಗ್ರಹಿಸಿದರು. [884,1647,1080,1716]
story8-box [80,1734,298,2330]
page-number: 6 [139,84,181,123]
yellow-dot [115,2339,128,2352]
story1-body-col4 [772,204,998,743]
story7-paragraph: ಈ ವೇಳೆ ತಾಲೂಕು ಬ್ರಾಹ್ಮಣ ಸಂಘದ ಅಧ್ಯಕ್ಷ ಎನ್.ಪದ್ಮನಾಭ್ ರಾವ್, ಬ್ರಹ್ಮರ್ಷಿ ಸಹಕಾರ ಸಂಘದ ಅಧ್ಯಕ್ಷ ಗೋವರ್ಧನ್, ಸ್ವಾಮಿ ನಿಗಮ ಸಂಘದ ಅಧ್ಯಕ್ಷ ಬಿ.ನಾರಾಯಣ್ ಸೇರಿದಂತೆ ಸಮಾಜದ ಮುಖಂಡರಾದ ಅನಂತ, ಸತೀಶ, ಗಿರೀಶ್, ರಂಗನಾಥ್, ಆನಂತ ರಾಮು ಉಪಸ್ಥಿತರಿದ್ದರು. [1091,1612,1491,1662]
story3-paragraph: ಮಹಾರಾಷ್ಟ್ರದ ಮುಂಬೈನಿಂದ ತವರಿಗೆ ಹಿಂತಿರುಗಿದವರನ್ನು ಕ್ವಾರಂಟೈನ್ ಕೇಂದ್ರಗಳಲ್ಲಿ ಇರಿಸಲಾಗಿದ್ದು, ಅವರ ಆರೋಗ್ಯ ತಪಾಸಣೆ ನಡೆಸಲಾಗುತ್ತಿದೆ. ಜಿಲ್ಲೆಯಲ್ಲಿ ಸೋಂಕಿತರ ಸಂಖ್ಯೆ ನಿರಂತರವಾಗಿ ಏರಿಕೆಯಾಗುತ್ತಿದೆ ಎಂದು ಆರೋಗ್ಯ ಇಲಾಖೆ ತಿಳಿಸಿದೆ. [378,945,669,1014]
story9-sidebox [1066,1840,1491,2203]
story3-paragraph: ಮಂಡ್ಯ, ಮೇ 21– ಸಕ್ಕರೆ ನಾಡು ಮಂಡ್ಯದಲ್ಲಿ ಕೊರೊನಾ ವೈರಸ್ ಆರ್ಭಟ ಮುಂದುವರಿದಿದ್ದು, ಕೆ.ಆರ್.ಪೇಟೆ ಪಟ್ಟಣ ಪೊಲೀಸ್ ಠಾಣೆಯ ಪೇದೆ ಹಾಗೂ ಜಿಲ್ಲಾ ಮಹಿಳಾ ಮತ್ತು ಮಕ್ಕಳ ಕಲ್ಯಾಣ ಇಲಾಖೆಯ ಅಧಿಕಾರಿಯೊಬ್ಬರಿಗೆ ಗುರುವಾರ ಸೋಂಕು ದೃಢಪಟ್ಟಿದೆ. [80,797,368,866]
story9-body-col1 [305,1840,451,2330]
story6-body-col1 [680,1553,876,1726]
story6-paragraph: ಪಟ್ಟಣದ ತಾಲೂಕು ಕಚೇರಿ ಎದುರು ಪ್ರತಿಭಟನೆ ನಡೆಸಿದ ರೈತರು, ಕೇಂದ್ರ ಸರ್ಕಾರದ ಒತ್ತಡಕ್ಕೆ ಮಣಿದು ರಾಜ್ಯ ಸರ್ಕಾರ ಕಾಯ್ದೆ ತಿದ್ದುಪಡಿ ಮಾಡಲು ಮುಂದಾಗಿರುವುದು ರೈತ ವಿರೋಧಿ ನೀತಿ ಎಂದು ಟೀಕಿಸಿದರು. [884,1555,1080,1642]
story4-paragraph: ಚಾಮರಾಜನಗರ, ಮೇ 21– ನಗರದ ದೊಡ್ಡಂಗಡಿ ಬೀದಿಯ ಬದಿ ಬಿದಿ ವ್ಯಾಪಾರಿಗಳಿಗೆ ನಗರಸಭೆ ಅಧಿಕಾರಿಗಳು ಕಿರುಕುಳ ನೀಡುತ್ತಿದ್ದಾರೆ ಎಂದು ಆರೋಪಿಸಿ ಬೀದಿಬದಿ ವ್ಯಾಪಾರಿಗಳ ಸಂಘದ ಪದಾಧಿಕಾರಿಗಳು ನಗರಸಭೆ ಆವರಣದಲ್ಲಿ ಪ್ರತಿಭಟನೆ ನಡೆಸಿದರು. [684,1027,942,1096]
story2-body-main [1022,383,1484,732]
story9-paragraph: ತಾಲೂಕಿನ ದೊಡ್ಡನಹುಂಡಿ ಹಾಗೂ ಟಿ.ದೊಡ್ಡಪುರ ಗ್ರಾಮದಲ್ಲಿ ನಡೆಯುತ್ತಿರುವ ಕೆರೆ ಅಭಿವೃದ್ಧಿ ಕಾಮಗಾರಿಯನ್ನು ಪರಿಶೀಲಿಸಿ ಮಾತನಾಡಿದ ಅವರು, ಕೂಲಿ ಕಾರ್ಮಿಕರಿಗೆ ಸಕಾಲದಲ್ಲಿ ಕೂಲಿ ಹಣ ಪಾವತಿಯಾಗಬೇಕು. ಕಾಮಗಾರಿಗಳ ಗುಣಮಟ್ಟ ಕಾಯ್ದುಕೊಳ್ಳಬೇಕು ಎಂದು ತಾಕೀತು ಮಾಡಿದರು. [1280,2212,1491,2318]
story2-box [1012,138,1491,743]
